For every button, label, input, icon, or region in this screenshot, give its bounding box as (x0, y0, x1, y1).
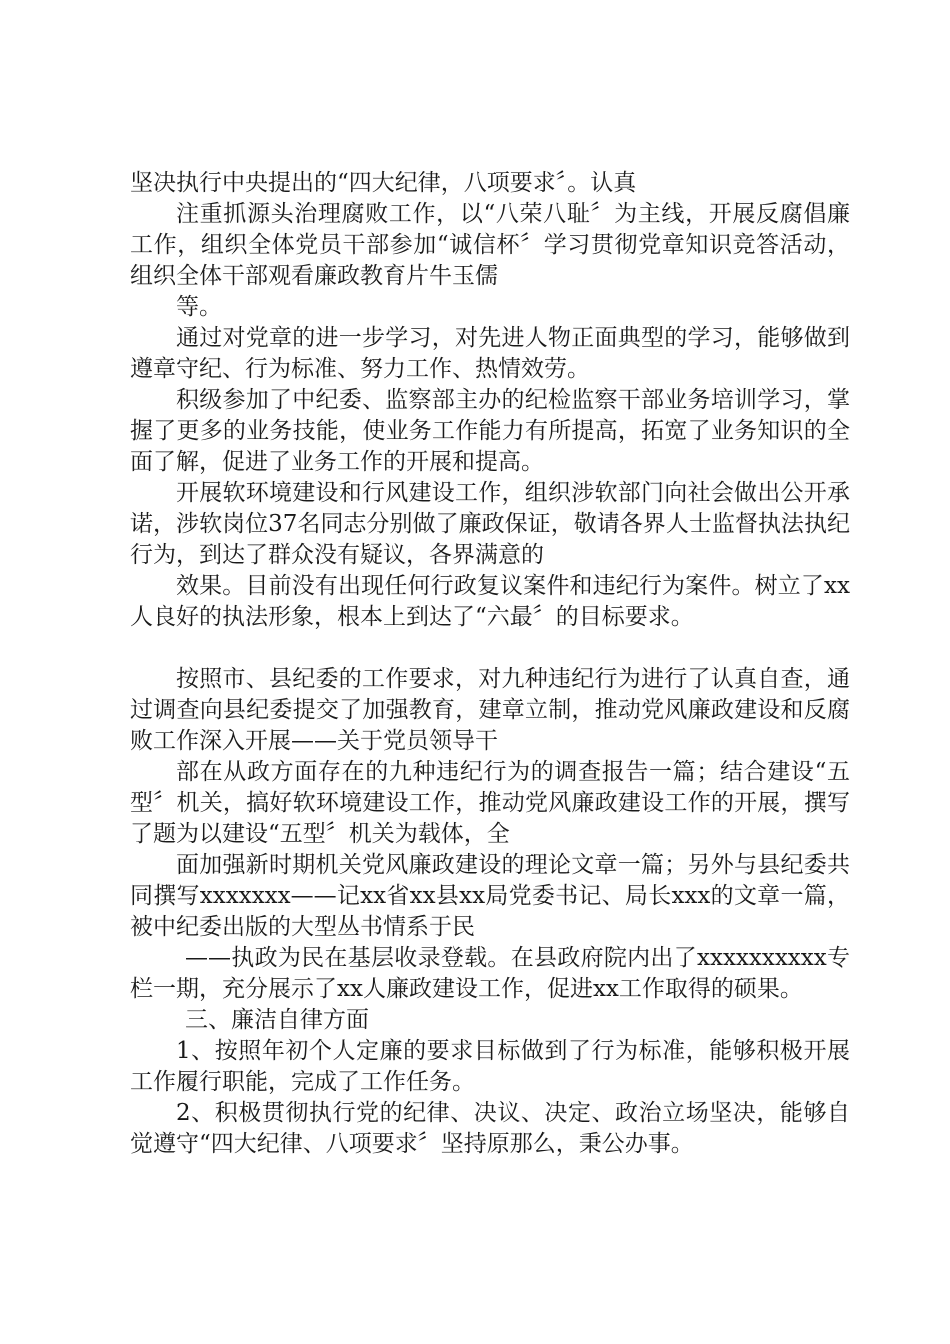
paragraph-5: 积级参加了中纪委、监察部主办的纪检监察干部业务培训学习，掌握了更多的业务技能，使业务工作能力有所提高，拓宽了业务知识的全面了解，促进了业务工作的开展和提高。 (130, 387, 850, 475)
paragraph-4: 通过对党章的进一步学习，对先进人物正面典型的学习，能够做到遵章守纪、行为标准、努力工作、热情效劳。 (130, 325, 850, 382)
paragraph-6: 开展软环境建设和行风建设工作，组织涉软部门向社会做出公开承诺，涉软岗位37名同志分别做了廉政保证，敬请各界人士监督执法执纪行为，到达了群众没有疑议，各界满意的 (130, 480, 850, 568)
blank-line (130, 633, 850, 664)
paragraph-7: 效果。目前没有出现任何行政复议案件和违纪行为案件。树立了xx人良好的执法形象，根本上到达了“六最〞的目标要求。 (130, 573, 850, 630)
paragraph-1: 坚决执行中央提出的“四大纪律，八项要求〞。认真 (130, 170, 637, 196)
paragraph-3: 等。 (176, 294, 222, 320)
paragraph-9: 部在从政方面存在的九种违纪行为的调查报告一篇；结合建设“五型〞机关，搞好软环境建设工作，推动党风廉政建设工作的开展，撰写了题为以建设“五型〞机关为载体，全 (130, 759, 850, 847)
paragraph-8: 按照市、县纪委的工作要求，对九种违纪行为进行了认真自查，通过调查向县纪委提交了加强教育，建章立制，推动党风廉政建设和反腐败工作深入开展——关于党员领导干 (130, 666, 850, 754)
paragraph-13: 2、积极贯彻执行党的纪律、决议、决定、政治立场坚决，能够自觉遵守“四大纪律、八项要求〞坚持原那么，秉公办事。 (130, 1100, 850, 1157)
paragraph-2: 注重抓源头治理腐败工作，以“八荣八耻〞为主线，开展反腐倡廉工作，组织全体党员干部参加“诚信杯〞学习贯彻党章知识竞答活动，组织全体干部观看廉政教育片牛玉儒 (130, 201, 850, 289)
section-heading-3: 三、廉洁自律方面 (185, 1007, 369, 1033)
paragraph-11: ——执政为民在基层收录登载。在县政府院内出了xxxxxxxxxx专栏一期，充分展示了xx人廉政建设工作，促进xx工作取得的硕果。 (130, 945, 850, 1002)
paragraph-12: 1、按照年初个人定廉的要求目标做到了行为标准，能够积极开展工作履行职能，完成了工作任务。 (130, 1038, 850, 1095)
paragraph-10: 面加强新时期机关党风廉政建设的理论文章一篇；另外与县纪委共同撰写xxxxxxx——记xx省xx县xx局党委书记、局长xxx的文章一篇，被中纪委出版的大型丛书情系于民 (130, 852, 850, 940)
document-page (130, 168, 850, 1160)
